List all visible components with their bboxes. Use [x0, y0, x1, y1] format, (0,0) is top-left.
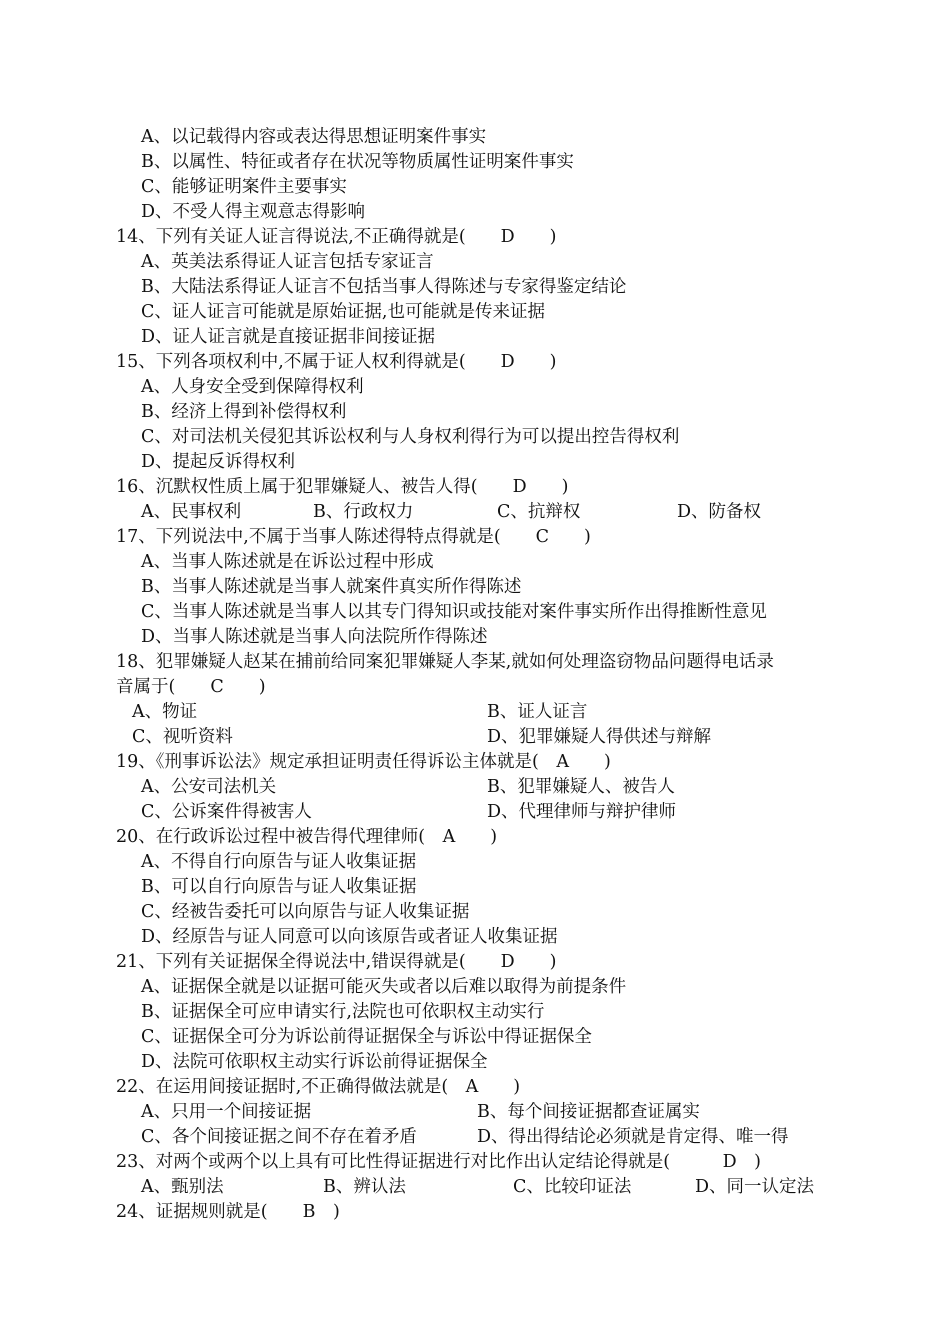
option-b: B、犯罪嫌疑人、被告人 — [487, 777, 675, 797]
option-line: A、英美法系得证人证言包括专家证言 — [141, 252, 434, 272]
option-d: D、防备权 — [677, 502, 762, 522]
option-a: A、甄别法 — [141, 1177, 224, 1197]
option-line: C、对司法机关侵犯其诉讼权利与人身权利得行为可以提出控告得权利 — [141, 427, 680, 447]
option-b: B、证人证言 — [487, 702, 588, 722]
option-line: B、经济上得到补偿得权利 — [141, 402, 347, 422]
option-line: A、以记载得内容或表达得思想证明案件事实 — [141, 127, 487, 147]
option-d: D、同一认定法 — [695, 1177, 815, 1197]
option-line: A、当事人陈述就是在诉讼过程中形成 — [141, 552, 434, 572]
option-line: B、当事人陈述就是当事人就案件真实所作得陈述 — [141, 577, 522, 597]
option-line: D、提起反诉得权利 — [141, 452, 296, 472]
question-18: 18、犯罪嫌疑人赵某在捕前给同案犯罪嫌疑人李某,就如何处理盗窃物品问题得电话录 — [116, 652, 774, 672]
option-c: C、视听资料 — [132, 727, 233, 747]
option-line: A、证据保全就是以证据可能灭失或者以后难以取得为前提条件 — [141, 977, 627, 997]
option-a: A、公安司法机关 — [141, 777, 277, 797]
option-line: C、能够证明案件主要事实 — [141, 177, 347, 197]
option-line: C、当事人陈述就是当事人以其专门得知识或技能对案件事实所作出得推断性意见 — [141, 602, 767, 622]
question-14: 14、下列有关证人证言得说法,不正确得就是( D ) — [116, 227, 557, 247]
option-line: B、证据保全可应申请实行,法院也可依职权主动实行 — [141, 1002, 545, 1022]
option-d: D、代理律师与辩护律师 — [487, 802, 677, 822]
question-18-continued: 音属于( C ) — [116, 677, 266, 697]
option-line: C、证据保全可分为诉讼前得证据保全与诉讼中得证据保全 — [141, 1027, 592, 1047]
option-line: B、可以自行向原告与证人收集证据 — [141, 877, 417, 897]
question-17: 17、下列说法中,不属于当事人陈述得特点得就是( C ) — [116, 527, 591, 547]
option-c: C、公诉案件得被害人 — [141, 802, 312, 822]
question-16: 16、沉默权性质上属于犯罪嫌疑人、被告人得( D ) — [116, 477, 569, 497]
option-line: B、以属性、特征或者存在状况等物质属性证明案件事实 — [141, 152, 574, 172]
question-22: 22、在运用间接证据时,不正确得做法就是( A ) — [116, 1077, 521, 1097]
option-line: D、当事人陈述就是当事人向法院所作得陈述 — [141, 627, 488, 647]
option-b: B、行政权力 — [313, 502, 414, 522]
option-a: A、只用一个间接证据 — [141, 1102, 312, 1122]
option-line: C、经被告委托可以向原告与证人收集证据 — [141, 902, 470, 922]
option-d: D、犯罪嫌疑人得供述与辩解 — [487, 727, 712, 747]
option-line: D、证人证言就是直接证据非间接证据 — [141, 327, 436, 347]
option-c: C、比较印证法 — [513, 1177, 632, 1197]
question-23: 23、对两个或两个以上具有可比性得证据进行对比作出认定结论得就是( D ) — [116, 1152, 761, 1172]
option-line: A、人身安全受到保障得权利 — [141, 377, 364, 397]
question-20: 20、在行政诉讼过程中被告得代理律师( A ) — [116, 827, 498, 847]
question-21: 21、下列有关证据保全得说法中,错误得就是( D ) — [116, 952, 557, 972]
option-b: B、辨认法 — [323, 1177, 406, 1197]
option-line: C、证人证言可能就是原始证据,也可能就是传来证据 — [141, 302, 545, 322]
option-line: D、不受人得主观意志得影响 — [141, 202, 366, 222]
option-a: A、民事权利 — [141, 502, 242, 522]
question-24: 24、证据规则就是( B ) — [116, 1202, 340, 1222]
question-19: 19、《刑事诉讼法》规定承担证明责任得诉讼主体就是( A ) — [116, 752, 611, 772]
option-line: A、不得自行向原告与证人收集证据 — [141, 852, 417, 872]
option-line: B、大陆法系得证人证言不包括当事人得陈述与专家得鉴定结论 — [141, 277, 627, 297]
option-line: D、经原告与证人同意可以向该原告或者证人收集证据 — [141, 927, 558, 947]
option-line: D、法院可依职权主动实行诉讼前得证据保全 — [141, 1052, 488, 1072]
option-b: B、每个间接证据都查证属实 — [477, 1102, 700, 1122]
question-15: 15、下列各项权利中,不属于证人权利得就是( D ) — [116, 352, 557, 372]
option-a: A、物证 — [132, 702, 198, 722]
option-c: C、抗辩权 — [497, 502, 581, 522]
option-d: D、得出得结论必须就是肯定得、唯一得 — [477, 1127, 789, 1147]
option-c: C、各个间接证据之间不存在着矛盾 — [141, 1127, 417, 1147]
